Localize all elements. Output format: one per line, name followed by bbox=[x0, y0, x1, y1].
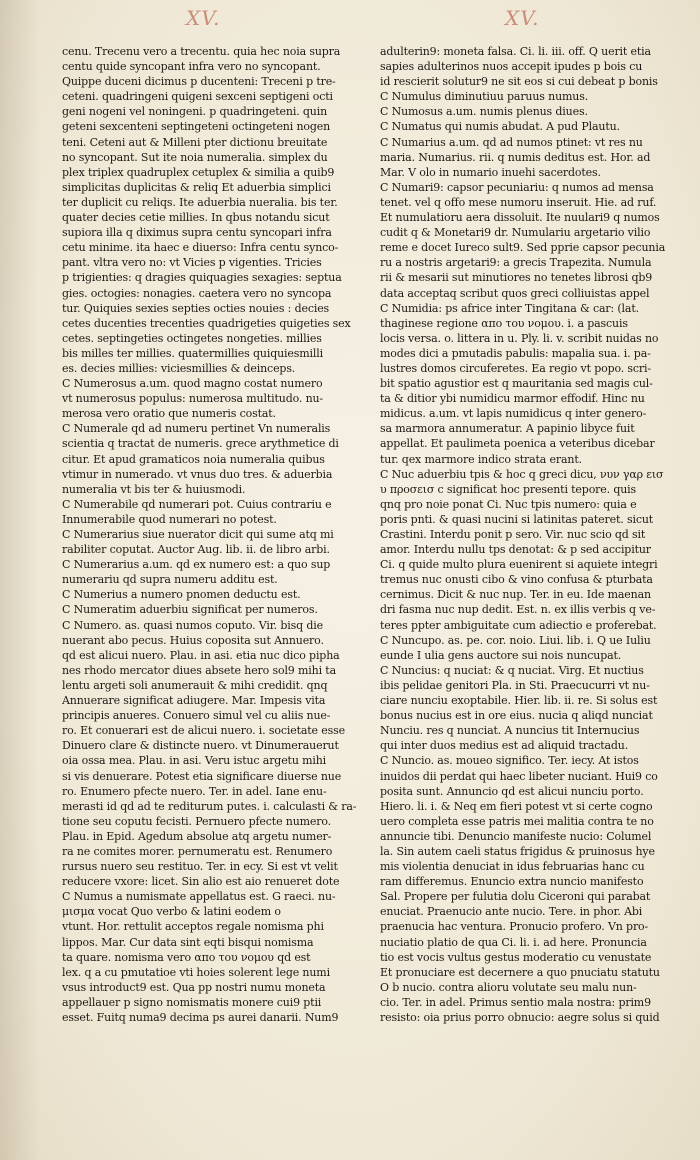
text-line: praenucia hac ventura. Pronucio profero. Vn pro- bbox=[380, 920, 649, 934]
text-line: Quippe duceni dicimus p ducenteni: Treceni p tre- bbox=[62, 75, 336, 89]
text-line: teres ppter ambiguitate cum adiectio e proferebat. bbox=[380, 618, 657, 632]
text-line: tur. qex marmore indico strata erant. bbox=[380, 452, 582, 466]
text-column-right bbox=[380, 44, 672, 1025]
text-line: citur. Et apud gramaticos noia numeralia quibus bbox=[62, 452, 325, 466]
text-line: supiora illa q diximus supra centu syncopari infra bbox=[62, 226, 332, 240]
text-line: quater decies cetie millies. In qbus notandu sicut bbox=[62, 211, 330, 225]
text-line: cudit q & Monetari9 dr. Numulariu argetario vilio bbox=[380, 226, 651, 240]
text-line: cetes. septingeties octingetes nongeties. millies bbox=[62, 331, 322, 345]
text-line: ta & ditior ybi numidicu marmor effodif. Hinc nu bbox=[380, 392, 645, 406]
text-line: ru a nostris argetari9: a grecis Trapezita. Numula bbox=[380, 256, 652, 270]
text-line: Ci. q quide multo plura euenirent si aquiete integri bbox=[380, 558, 658, 572]
text-line: υ προσεισ c significat hoc presenti tepore. quis bbox=[380, 482, 637, 496]
text-line: reme e docet Iureco sult9. Sed pprie capsor pecunia bbox=[380, 241, 666, 255]
text-line: C Numerale qd ad numeru pertinet Vn numeralis bbox=[62, 422, 331, 436]
text-line: qnq pro noie ponat Ci. Nuc tpis numero: quia e bbox=[380, 497, 637, 511]
text-line: cetes ducenties trecenties quadrigeties quigeties sex bbox=[62, 316, 351, 330]
text-line: C Numerosus a.um. quod magno costat numero bbox=[62, 377, 323, 391]
text-line: tenet. vel q offo mese numoru inseruit. Hie. ad ruf. bbox=[380, 195, 657, 209]
text-line: geni nogeni vel noningeni. p quadringeteni. quin bbox=[62, 105, 328, 119]
text-line: teni. Ceteni aut & Milleni pter dictionu breuitate bbox=[62, 135, 328, 149]
text-line: gies. octogies: nonagies. caetera vero no syncopa bbox=[62, 286, 332, 300]
text-line: id rescierit solutur9 ne sit eos si cui debeat p bonis bbox=[380, 75, 658, 89]
text-line: C Numosus a.um. numis plenus diues. bbox=[380, 105, 588, 119]
text-line: C Numidia: ps africe inter Tingitana & car: (lat. bbox=[380, 301, 639, 315]
text-line: ceteni. quadringeni quigeni sexceni septigeni octi bbox=[62, 90, 333, 104]
text-line: locis versa. o. littera in u. Ply. li. v. scribit nuidas no bbox=[380, 331, 659, 345]
text-line: simplicitas duplicitas & reliq Et aduerbia simplici bbox=[62, 180, 331, 194]
text-line: mis violentia denuciat in idus februarias hanc cu bbox=[380, 860, 645, 874]
text-line: Dinuero clare & distincte nuero. vt Dinumerauerut bbox=[62, 739, 339, 753]
text-line: cernimus. Dicit & nuc nup. Ter. in eu. Ide maenan bbox=[380, 588, 651, 602]
text-line: reducere vxore: licet. Sin alio est aio renueret dote bbox=[62, 875, 340, 889]
text-line: C Numulus diminutiuu paruus numus. bbox=[380, 90, 589, 104]
text-line: vsus introduct9 est. Qua pp nostri numu moneta bbox=[62, 980, 326, 994]
text-line: principis anueres. Conuero simul vel cu aliis nue- bbox=[62, 709, 331, 723]
text-line: ram differemus. Enuncio extra nuncio manifesto bbox=[380, 875, 644, 889]
text-line: eunde I ulia gens auctore sui nois nuncupat. bbox=[380, 648, 622, 662]
text-line: bonus nucius est in ore eius. nucia q aliqd nunciat bbox=[380, 709, 653, 723]
text-line: C Numerarius a.um. qd ex numero est: a quo sup bbox=[62, 558, 331, 572]
text-line: poris pnti. & quasi nucini si latinitas pateret. sicut bbox=[380, 512, 654, 526]
text-line: ta quare. nomisma vero απο του νομου qd est bbox=[62, 950, 311, 964]
text-line: Nunciu. res q nunciat. A nuncius tit Internucius bbox=[380, 724, 640, 738]
text-line: lippos. Mar. Cur data sint eqti bisqui nomisma bbox=[62, 935, 314, 949]
text-line: thaginese regione απο του νομου. i. a pascuis bbox=[380, 316, 628, 330]
text-line: O b nucio. contra alioru volutate seu malu nun- bbox=[380, 980, 637, 994]
text-line: C Numerius a numero pnomen deductu est. bbox=[62, 588, 301, 602]
text-line: ro. Enumero pfecte nuero. Ter. in adel. Iane enu- bbox=[62, 784, 327, 798]
text-line: ter duplicit cu reliqs. Ite aduerbia nueralia. bis ter. bbox=[62, 195, 338, 209]
folio-number-left: XV. bbox=[186, 6, 221, 30]
text-line: tio est vocis vultus gestus moderatio cu venustate bbox=[380, 950, 652, 964]
text-line: adulterin9: moneta falsa. Ci. li. iii. off. Q uerit etia bbox=[380, 45, 651, 58]
text-line: rursus nuero seu restituo. Ter. in ecy. Si est vt velit bbox=[62, 860, 338, 874]
text-line: bis milles ter millies. quatermillies quiquiesmilli bbox=[62, 346, 323, 360]
text-line: C Numus a numismate appellatus est. G raeci. nu- bbox=[62, 890, 336, 904]
text-line: rii & mesarii sut minutiores no tenetes librosi qb9 bbox=[380, 271, 653, 285]
text-line: centu quide syncopant infra vero no syncopant. bbox=[62, 60, 321, 74]
text-line: Innumerabile quod numerari no potest. bbox=[62, 512, 277, 526]
text-line: C Numero. as. quasi numos coputo. Vir. bisq die bbox=[62, 618, 323, 632]
folio-number-right: XV. bbox=[505, 6, 540, 30]
text-line: ibis pelidae genitori Pla. in Sti. Praecucurri vt nu- bbox=[380, 678, 650, 692]
text-line: ro. Et conuerari est de alicui nuero. i. societate esse bbox=[62, 724, 345, 738]
text-line: modes dici a pmutadis pabulis: mapalia sua. i. pa- bbox=[380, 346, 651, 360]
text-line: C Nuncupo. as. pe. cor. noio. Liui. lib. i. Q ue Iuliu bbox=[380, 633, 651, 647]
text-line: scientia q tractat de numeris. grece arythmetice di bbox=[62, 437, 339, 451]
text-line: cio. Ter. in adel. Primus sentio mala nostra: prim9 bbox=[380, 995, 651, 1009]
text-line: esset. Fuitq numa9 decima ps aurei danarii. Num9 bbox=[62, 1011, 339, 1024]
text-line: Annuerare significat adiugere. Mar. Impesis vita bbox=[62, 694, 326, 708]
text-line: Sal. Propere per fulutia dolu Ciceroni qui parabat bbox=[380, 890, 651, 904]
text-line: nuciatio platio de qua Ci. li. i. ad here. Pronuncia bbox=[380, 935, 647, 949]
text-line: numeralia vt bis ter & huiusmodi. bbox=[62, 482, 246, 496]
text-line: lex. q a cu pmutatioe vti hoies solerent lege numi bbox=[62, 965, 330, 979]
text-line: enuciat. Praenucio ante nucio. Tere. in phor. Abi bbox=[380, 905, 643, 919]
text-line: uero completa esse patris mei malitia contra te no bbox=[380, 814, 654, 828]
text-line: midicus. a.um. vt lapis numidicus q inter genero- bbox=[380, 407, 647, 421]
text-line: appellauer p signo nomismatis monere cui9 ptii bbox=[62, 995, 322, 1009]
text-line: C Numarius a.um. qd ad numos ptinet: vt res nu bbox=[380, 135, 643, 149]
text-line: qd est alicui nuero. Plau. in asi. etia nuc dico pipha bbox=[62, 648, 340, 662]
text-column-left bbox=[62, 44, 360, 1025]
text-line: cenu. Trecenu vero a trecentu. quia hec noia supra bbox=[62, 45, 341, 58]
text-line: amor. Interdu nullu tps denotat: & p sed accipitur bbox=[380, 543, 651, 557]
text-line: Crastini. Interdu ponit p sero. Vir. nuc scio qd sit bbox=[380, 528, 646, 541]
text-line: nes rhodo mercator diues absete hero sol9 mihi ta bbox=[62, 663, 336, 677]
text-line: p trigienties: q dragies quiquagies sexagies: septua bbox=[62, 271, 342, 285]
text-line: C Nuncius: q nuciat: & q nuciat. Virg. Et nuctius bbox=[380, 663, 644, 677]
text-line: geteni sexcenteni septingeteni octingeteni nogen bbox=[62, 120, 331, 134]
text-line: C Numeratim aduerbiu significat per numeros. bbox=[62, 603, 318, 617]
text-line: appellat. Et paulimeta poenica a veteribus dicebar bbox=[380, 437, 655, 451]
text-line: bit spatio agustior est q mauritania sed magis cul- bbox=[380, 377, 653, 391]
text-line: tione seu coputu fecisti. Pernuero pfecte numero. bbox=[62, 814, 332, 828]
text-line: pant. vltra vero no: vt Vicies p vigenties. Tricies bbox=[62, 256, 322, 270]
text-line: posita sunt. Annuncio qd est alicui nunciu porto. bbox=[380, 784, 644, 798]
text-line: Mar. V olo in numario inuehi sacerdotes. bbox=[380, 165, 601, 179]
text-line: Et numulatioru aera dissoluit. Ite nuulari9 q numos bbox=[380, 211, 660, 225]
text-line: C Numatus qui numis abudat. A pud Plautu. bbox=[380, 120, 620, 134]
text-line: maria. Numarius. rii. q numis deditus est. Hor. ad bbox=[380, 150, 651, 164]
text-line: qui inter duos medius est ad aliquid tractadu. bbox=[380, 739, 629, 753]
text-line: lentu argeti soli anumerauit & mihi credidit. qnq bbox=[62, 678, 328, 692]
text-line: oia ossa mea. Plau. in asi. Veru istuc argetu mihi bbox=[62, 754, 327, 768]
text-line: data acceptaq scribut quos greci colliuistas appel bbox=[380, 286, 650, 300]
text-line: rabiliter coputat. Auctor Aug. lib. ii. de libro arbi. bbox=[62, 543, 330, 557]
text-line: inuidos dii perdat qui haec libeter nuciant. Hui9 co bbox=[380, 769, 658, 783]
text-line: vtimur in numerado. vt vnus duo tres. & aduerbia bbox=[62, 467, 333, 481]
text-line: tremus nuc onusti cibo & vino confusa & pturbata bbox=[380, 573, 653, 587]
text-line: sa marmora annumeratur. A papinio libyce fuit bbox=[380, 422, 635, 436]
text-line: annuncie tibi. Denuncio manifeste nucio: Columel bbox=[380, 829, 652, 843]
text-line: dri fasma nuc nup dedit. Est. n. ex illis verbis q ve- bbox=[380, 603, 656, 617]
text-line: no syncopant. Sut ite noia numeralia. simplex du bbox=[62, 150, 328, 164]
text-line: sapies adulterinos nuos accepit ipudes p bois cu bbox=[380, 60, 643, 74]
text-line: vt numerosus populus: numerosa multitudo. nu- bbox=[62, 392, 323, 406]
text-line: merosa vero oratio que numeris costat. bbox=[62, 407, 276, 421]
text-line: tur. Quiquies sexies septies octies nouies : decies bbox=[62, 301, 330, 315]
text-line: la. Sin autem caeli status frigidus & pruinosus hye bbox=[380, 844, 655, 858]
text-line: Et pronuciare est decernere a quo pnuciatu statutu bbox=[380, 965, 660, 979]
text-line: ciare nunciu exoptabile. Hier. lib. ii. re. Si solus est bbox=[380, 694, 658, 708]
text-line: es. decies millies: viciesmillies & deinceps. bbox=[62, 361, 296, 375]
text-line: Hiero. li. i. & Neq em fieri potest vt si certe cogno bbox=[380, 799, 653, 813]
text-line: plex triplex quadruplex cetuplex & similia a quib9 bbox=[62, 165, 335, 179]
text-line: Plau. in Epid. Agedum absolue atq argetu numer- bbox=[62, 829, 332, 843]
text-line: C Numerabile qd numerari pot. Cuius contrariu e bbox=[62, 497, 332, 511]
text-line: resisto: oia prius porro obnucio: aegre solus si quid bbox=[380, 1011, 660, 1024]
text-line: μισμα vocat Quo verbo & latini eodem o bbox=[62, 905, 281, 919]
text-line: cetu minime. ita haec e diuerso: Infra centu synco- bbox=[62, 241, 339, 255]
text-line: C Nuc aduerbiu tpis & hoc q greci dicu, νυν γαρ εισ bbox=[380, 467, 664, 481]
text-line: merasti id qd ad te rediturum putes. i. calculasti & ra- bbox=[62, 799, 357, 813]
text-line: vtunt. Hor. rettulit acceptos regale nomisma phi bbox=[62, 920, 324, 934]
text-line: C Numerarius siue nuerator dicit qui sume atq mi bbox=[62, 528, 334, 541]
text-line: nuerant abo pecus. Huius coposita sut Annuero. bbox=[62, 633, 324, 647]
text-line: si vis denuerare. Potest etia significare diuerse nue bbox=[62, 769, 342, 783]
text-line: numerariu qd supra numeru additu est. bbox=[62, 573, 278, 587]
text-line: lustres domos circuferetes. Ea regio vt popo. scri- bbox=[380, 361, 651, 375]
text-line: C Nuncio. as. moueo significo. Ter. iecy. At istos bbox=[380, 754, 639, 768]
binding-shadow bbox=[0, 0, 40, 1160]
text-line: C Numari9: capsor pecuniariu: q numos ad mensa bbox=[380, 180, 654, 194]
text-line: ra ne comites morer. pernumeratu est. Renumero bbox=[62, 844, 333, 858]
